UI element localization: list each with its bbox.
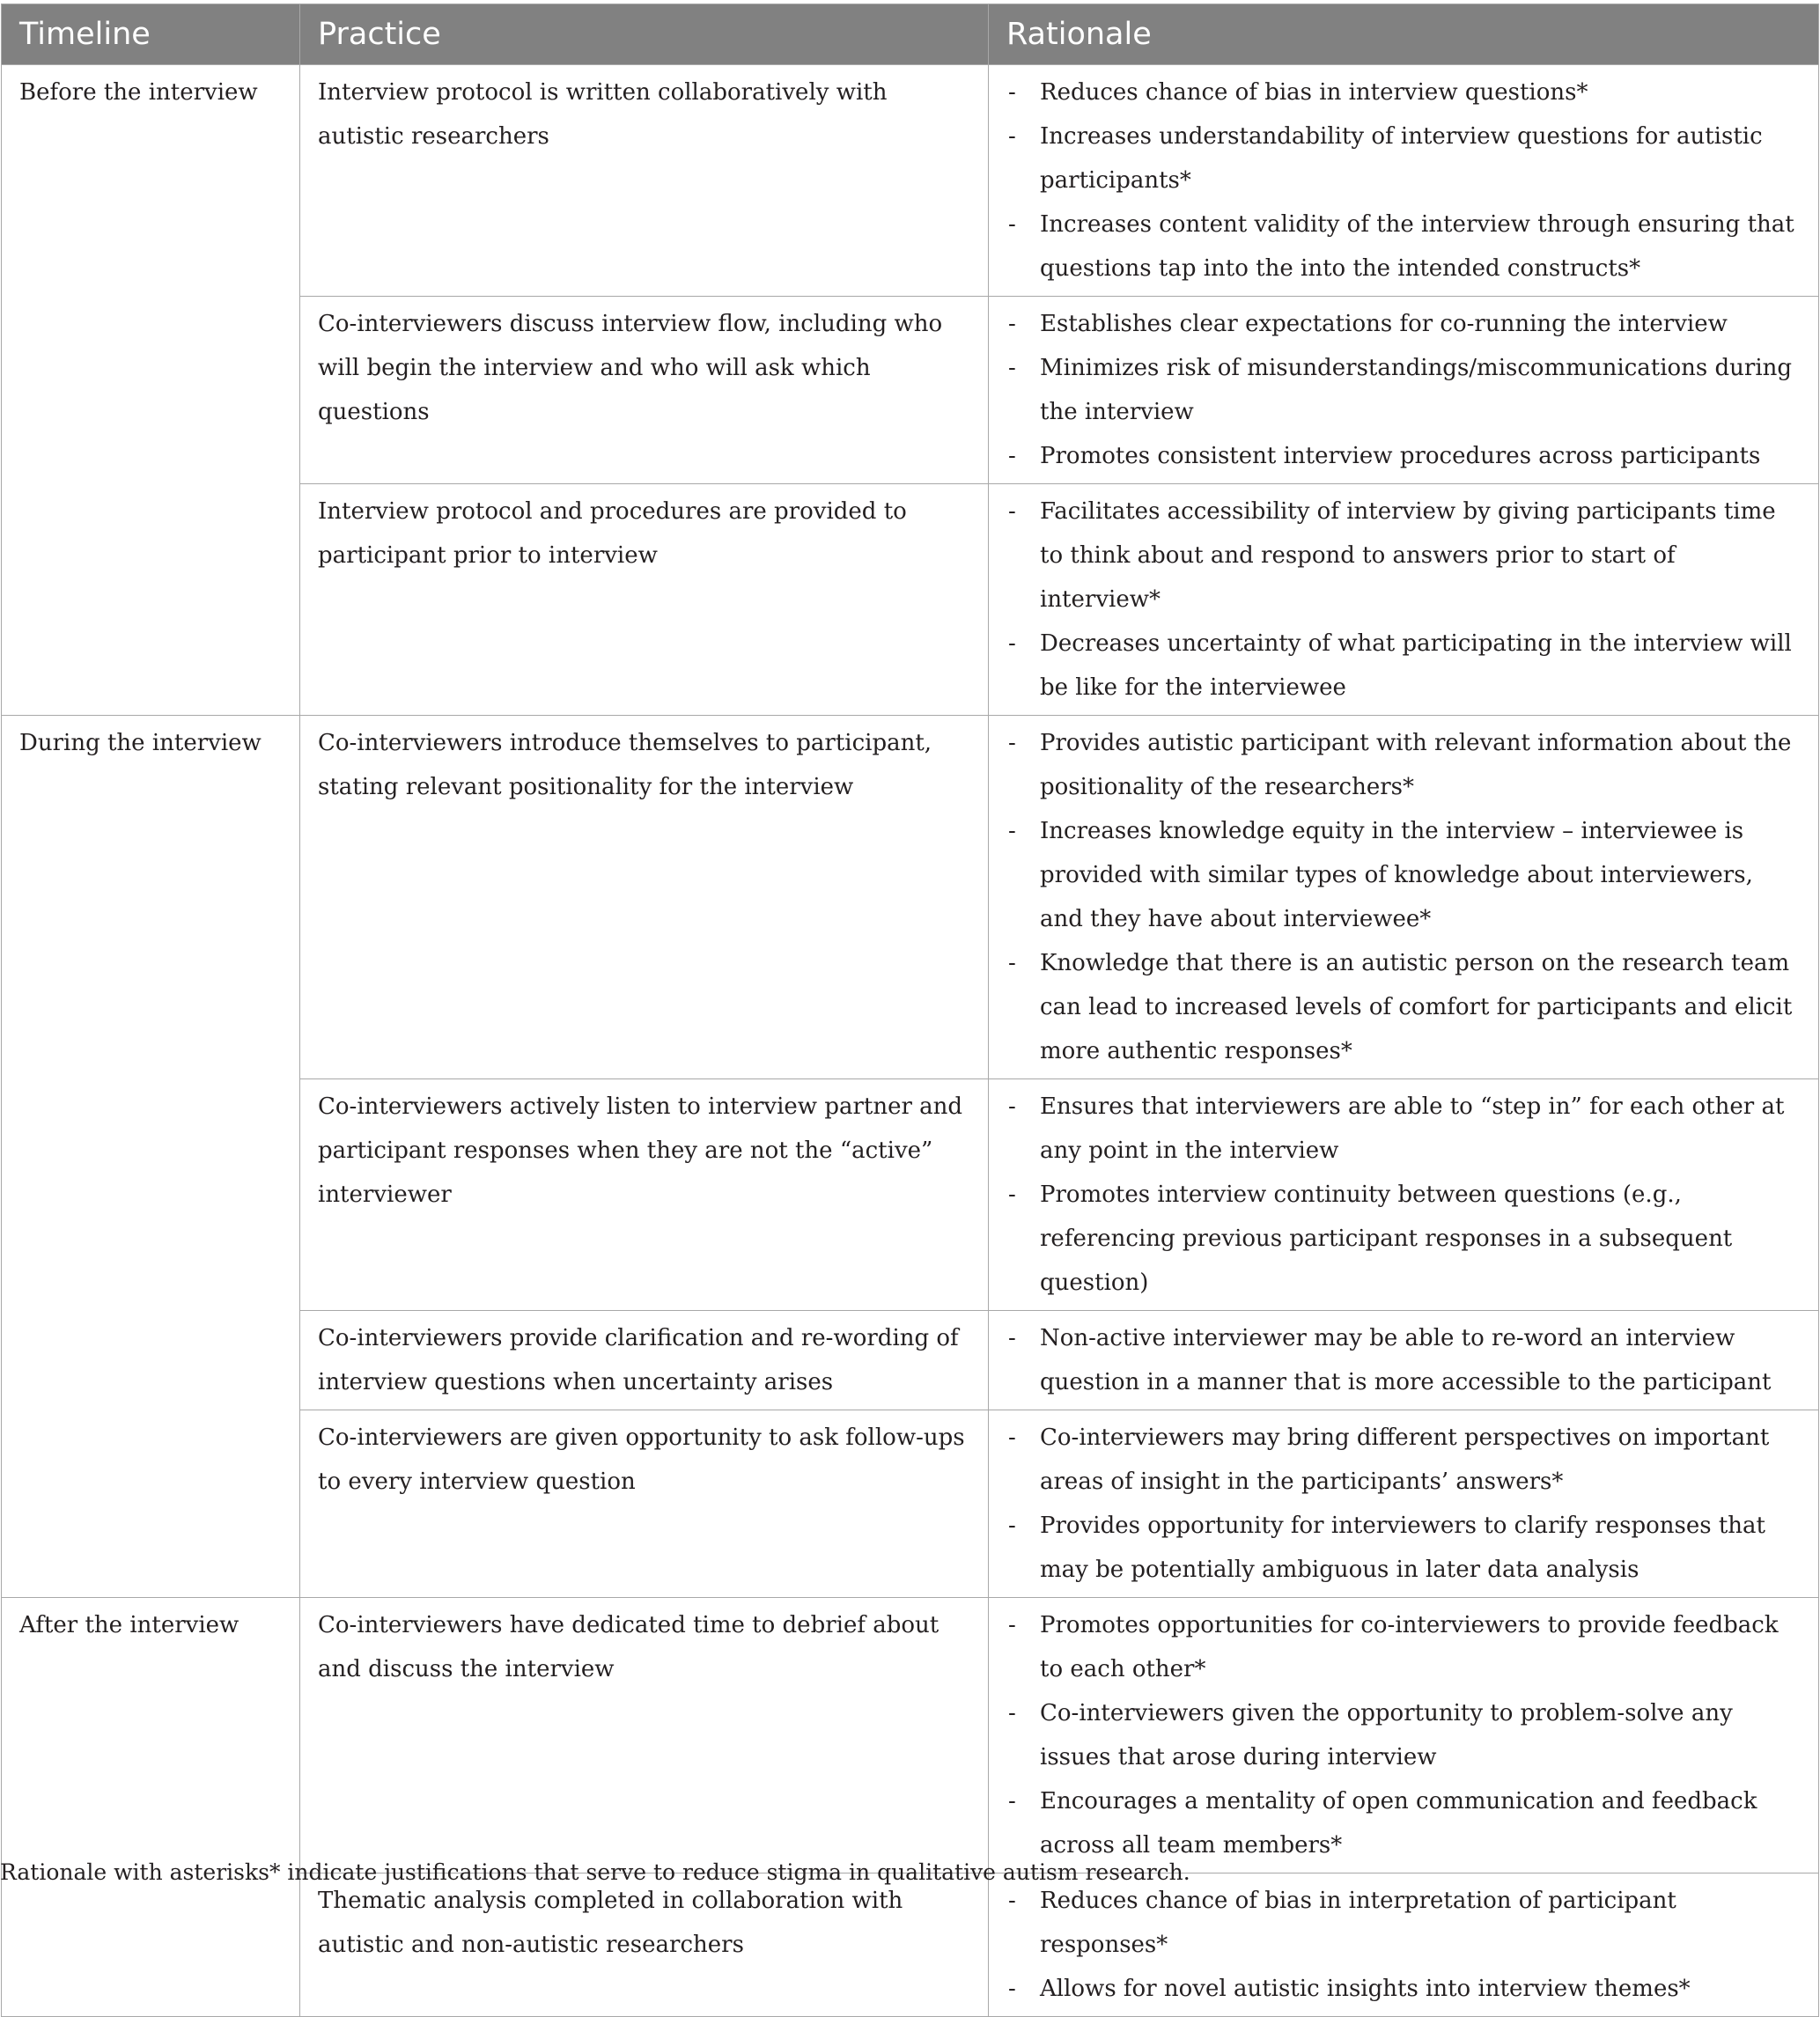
rationale-item: - Increases content validity of the interview through ensuring that questions tap into the into the intended constructs*	[1006, 202, 1806, 291]
rationale-item: - Minimizes risk of misunderstandings/miscommunications during the interview	[1006, 346, 1806, 434]
table-row	[2, 65, 1819, 297]
rationale-list	[1006, 70, 1806, 291]
rationale-item: - Increases knowledge equity in the interview – interviewee is provided with similar types of knowledge about interviewers, and they have about interviewee*	[1006, 809, 1806, 941]
rationale-cell	[989, 65, 1819, 297]
rationale-cell	[989, 1873, 1819, 2017]
rationale-list	[1006, 1416, 1806, 1592]
rationale-list	[1006, 490, 1806, 710]
practice-cell: Thematic analysis completed in collaboration with autistic and non-autistic researchers	[300, 1873, 989, 2017]
rationale-item: - Increases understandability of interview questions for autistic participants*	[1006, 114, 1806, 202]
rationale-cell	[989, 1410, 1819, 1598]
rationale-item: - Allows for novel autistic insights into interview themes*	[1006, 1967, 1806, 2011]
table-footnote: Rationale with asterisks* indicate justifications that serve to reduce stigma in qualitative autism research.	[0, 1859, 1190, 1885]
practice-cell: Co-interviewers have dedicated time to debrief about and discuss the interview	[300, 1598, 989, 1873]
header-rationale: Rationale	[989, 4, 1819, 65]
rationale-list	[1006, 1085, 1806, 1305]
rationale-item: - Promotes interview continuity between questions (e.g., referencing previous participant responses in a subsequent question)	[1006, 1173, 1806, 1305]
practice-cell: Co-interviewers provide clarification and re-wording of interview questions when uncertainty arises	[300, 1311, 989, 1410]
rationale-list	[1006, 302, 1806, 478]
timeline-cell: Before the interview	[2, 65, 300, 716]
header-row	[2, 4, 1819, 65]
rationale-item: - Reduces chance of bias in interpretation of participant responses*	[1006, 1879, 1806, 1967]
rationale-list	[1006, 721, 1806, 1073]
rationale-list	[1006, 1603, 1806, 1867]
practice-cell: Co-interviewers are given opportunity to ask follow-ups to every interview question	[300, 1410, 989, 1598]
table-row	[2, 1598, 1819, 1873]
rationale-item: - Decreases uncertainty of what participating in the interview will be like for the interviewee	[1006, 622, 1806, 710]
rationale-item: - Knowledge that there is an autistic person on the research team can lead to increased levels of comfort for participants and elicit more authentic responses*	[1006, 941, 1806, 1073]
rationale-item: - Ensures that interviewers are able to “step in” for each other at any point in the interview	[1006, 1085, 1806, 1173]
practice-cell: Co-interviewers discuss interview flow, including who will begin the interview and who will ask which questions	[300, 297, 989, 484]
practice-cell: Co-interviewers actively listen to interview partner and participant responses when they are not the “active” interviewer	[300, 1079, 989, 1311]
rationale-item: - Co-interviewers given the opportunity to problem-solve any issues that arose during interview	[1006, 1691, 1806, 1779]
table-row	[2, 716, 1819, 1079]
rationale-item: - Non-active interviewer may be able to re-word an interview question in a manner that is more accessible to the participant	[1006, 1316, 1806, 1404]
table-header	[2, 4, 1819, 65]
rationale-cell	[989, 1311, 1819, 1410]
rationale-cell	[989, 1079, 1819, 1311]
rationale-cell	[989, 484, 1819, 716]
rationale-item: - Reduces chance of bias in interview questions*	[1006, 70, 1806, 114]
rationale-item: - Provides autistic participant with relevant information about the positionality of the researchers*	[1006, 721, 1806, 809]
rationale-item: - Co-interviewers may bring different perspectives on important areas of insight in the participants’ answers*	[1006, 1416, 1806, 1504]
timeline-cell: During the interview	[2, 716, 300, 1598]
header-timeline: Timeline	[2, 4, 300, 65]
rationale-list	[1006, 1316, 1806, 1404]
practice-cell: Interview protocol and procedures are provided to participant prior to interview	[300, 484, 989, 716]
rationale-cell	[989, 1598, 1819, 1873]
rationale-item: - Establishes clear expectations for co-running the interview	[1006, 302, 1806, 346]
rationale-item: - Promotes consistent interview procedures across participants	[1006, 434, 1806, 478]
rationale-list	[1006, 1879, 1806, 2011]
practice-cell: Co-interviewers introduce themselves to participant, stating relevant positionality for the interview	[300, 716, 989, 1079]
rationale-item: - Promotes opportunities for co-interviewers to provide feedback to each other*	[1006, 1603, 1806, 1691]
rationale-cell	[989, 297, 1819, 484]
rationale-item: - Facilitates accessibility of interview by giving participants time to think about and respond to answers prior to start of interview*	[1006, 490, 1806, 622]
rationale-cell	[989, 716, 1819, 1079]
rationale-item: - Provides opportunity for interviewers to clarify responses that may be potentially ambiguous in later data analysis	[1006, 1504, 1806, 1592]
table-body	[2, 65, 1819, 2017]
practice-cell: Interview protocol is written collaboratively with autistic researchers	[300, 65, 989, 297]
rationale-item: - Encourages a mentality of open communication and feedback across all team members*	[1006, 1779, 1806, 1867]
header-practice: Practice	[300, 4, 989, 65]
timeline-cell: After the interview	[2, 1598, 300, 2017]
practices-table	[1, 4, 1819, 2017]
